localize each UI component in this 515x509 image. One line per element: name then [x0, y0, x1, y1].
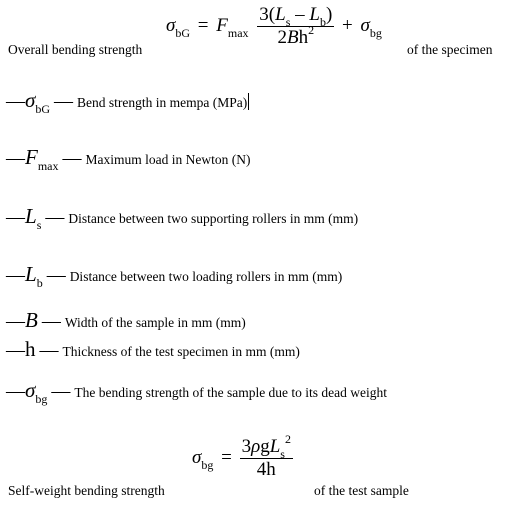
definition-row: $—\sigma_{bg}$ — The bending strength of the sample due to its dead weight	[6, 378, 388, 406]
definition-symbol: σ	[25, 378, 36, 402]
formula2-suffix: of the test sample	[314, 483, 409, 498]
definition-symbol: B	[25, 308, 38, 332]
definition-symbol: σ	[25, 88, 36, 112]
definition-symbol: L	[25, 262, 37, 286]
definition-row: $—\sigma_{bG}$ — Bend strength in mempa (MPa)	[6, 88, 248, 116]
definition-subscript: bG	[35, 102, 51, 116]
definition-subscript: bg	[35, 392, 48, 406]
bending-strength-formula: $\sigma_{bG} = F_{max}$ $\frac{3(L_s - L_b)}{2Bh^2}$ + $\sigma_{bg}$	[166, 4, 382, 48]
definition-text: Bend strength in mempa (MPa)	[77, 95, 248, 110]
text-cursor	[248, 93, 249, 110]
definition-symbol: h	[25, 337, 36, 361]
definition-row: $—L_s$ — Distance between two supporting rollers in mm (mm)	[6, 204, 359, 232]
definition-text: The bending strength of the sample due to its dead weight	[74, 385, 388, 400]
definition-row: —B — Width of the sample in mm (mm)	[6, 308, 246, 332]
definition-text: Thickness of the test specimen in mm (mm)	[62, 344, 300, 359]
definition-row: $—L_b$ — Distance between two loading rollers in mm (mm)	[6, 262, 343, 290]
definition-subscript: max	[37, 159, 59, 173]
definition-symbol: L	[25, 204, 37, 228]
definition-text: Maximum load in Newton (N)	[85, 152, 251, 167]
definition-row: $—F_{max}$ — Maximum load in Newton (N)	[6, 145, 251, 173]
definition-text: Distance between two loading rollers in mm (mm)	[69, 269, 343, 284]
formula2-prefix: Self-weight bending strength	[8, 483, 165, 498]
definition-subscript: s	[36, 218, 42, 232]
definition-row: —h — Thickness of the test specimen in mm (mm)	[6, 337, 300, 361]
definition-symbol: F	[25, 145, 38, 169]
formula1-prefix: Overall bending strength	[8, 42, 143, 57]
formula1-suffix: of the specimen	[407, 42, 493, 57]
definition-text: Distance between two supporting rollers in mm (mm)	[68, 211, 359, 226]
definition-text: Width of the sample in mm (mm)	[64, 315, 246, 330]
self-weight-formula: $\sigma_{bg}$ = $\frac{3\rho gL_s^2}{4h}$	[192, 432, 291, 480]
definition-subscript: b	[36, 276, 43, 290]
